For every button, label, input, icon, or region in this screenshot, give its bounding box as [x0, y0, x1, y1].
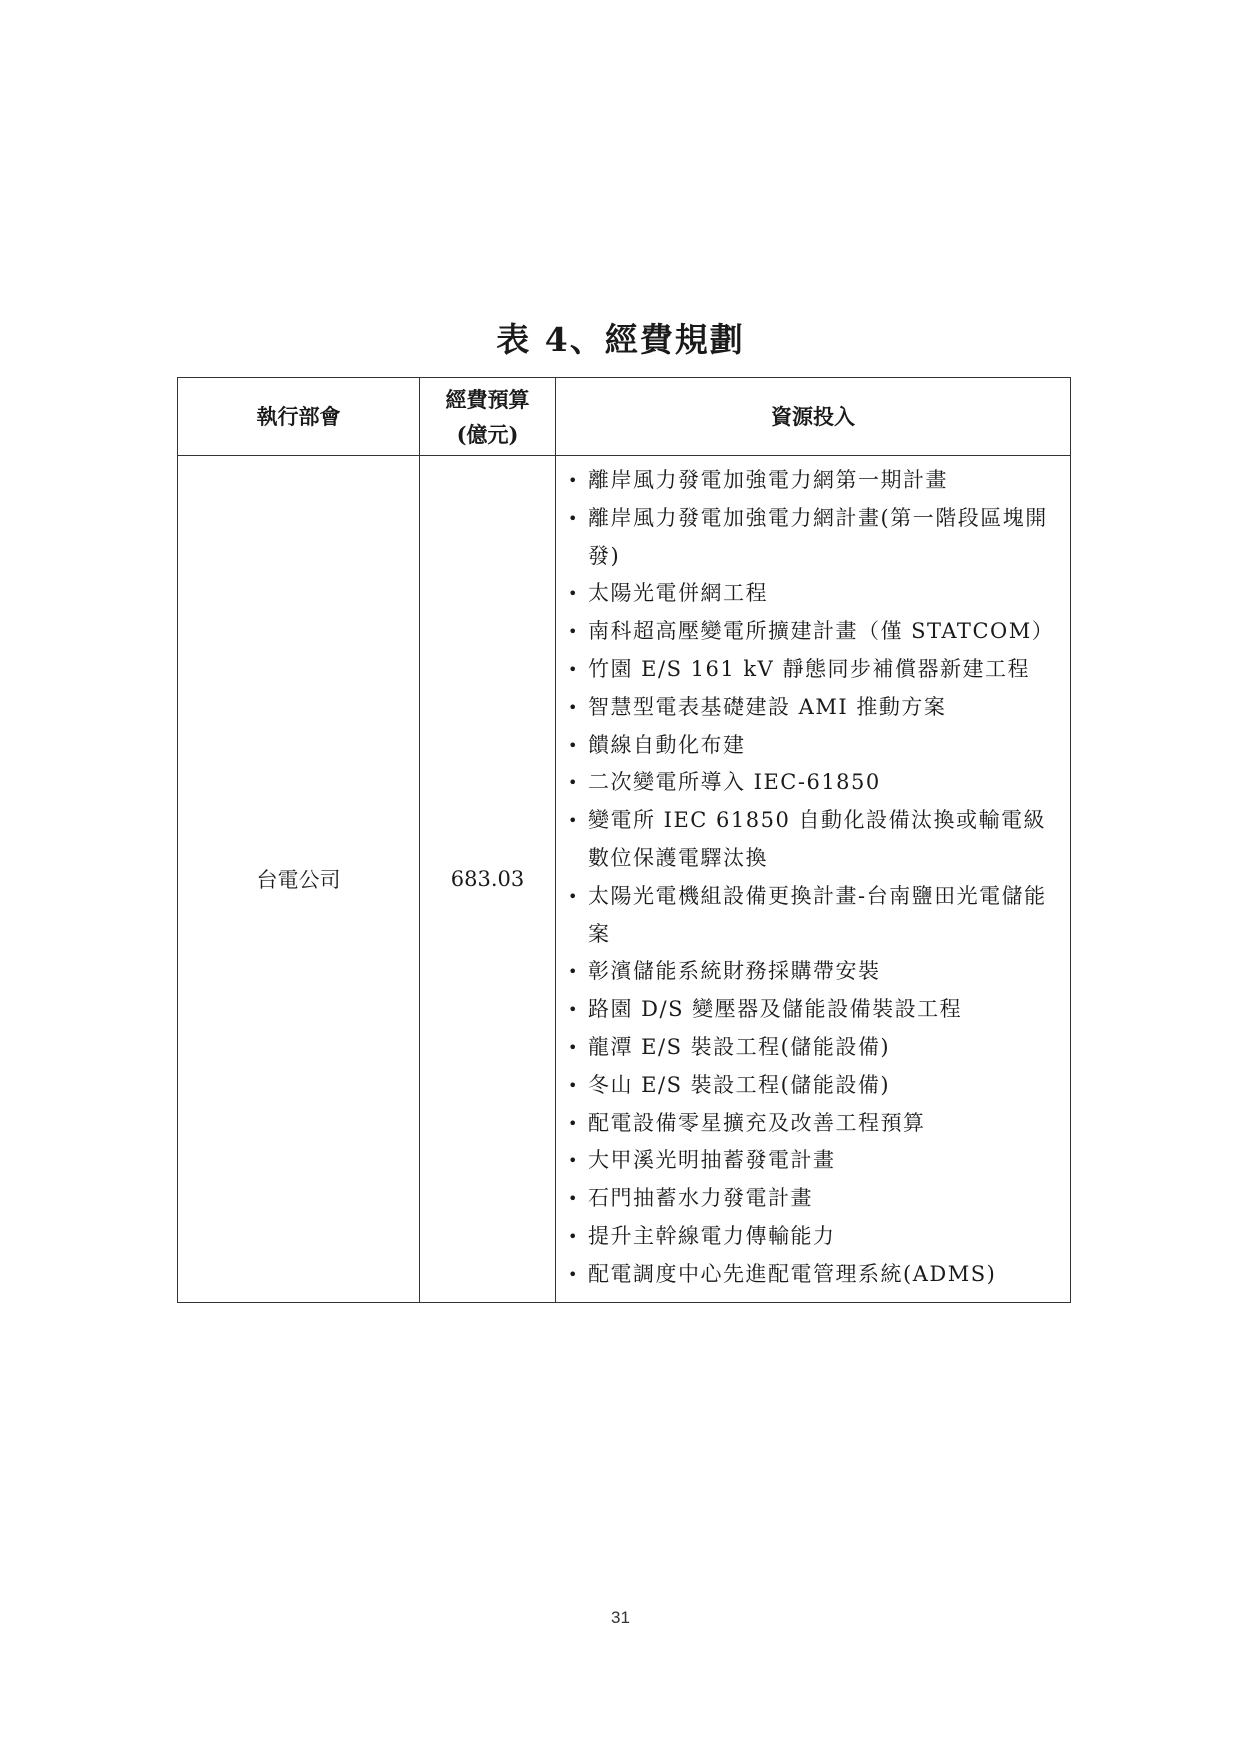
bullet-icon: • [568, 508, 579, 528]
bullet-icon: • [568, 1189, 579, 1209]
list-item-text: 南科超高壓變電所擴建計畫（僅 STATCOM） [588, 619, 1055, 644]
list-item-text: 竹園 E/S 161 kV 靜態同步補償器新建工程 [588, 656, 1030, 681]
list-item-text: 太陽光電機組設備更換計畫-台南鹽田光電儲能案 [588, 883, 1047, 946]
list-item-text: 配電調度中心先進配電管理系統(ADMS) [588, 1261, 997, 1286]
bullet-icon: • [568, 1037, 579, 1057]
list-item-text: 配電設備零星擴充及改善工程預算 [588, 1110, 926, 1135]
list-item-text: 大甲溪光明抽蓄發電計畫 [588, 1148, 836, 1173]
list-item [568, 1256, 1060, 1294]
list-item [568, 1105, 1060, 1143]
list-item [568, 1180, 1060, 1218]
list-item [568, 878, 1060, 954]
list-item [568, 651, 1060, 689]
bullet-icon: • [568, 1264, 579, 1284]
bullet-icon: • [568, 471, 579, 490]
list-item [568, 953, 1060, 991]
bullet-icon: • [568, 811, 579, 831]
list-item-text: 龍潭 E/S 裝設工程(儲能設備) [588, 1034, 891, 1059]
list-item-text: 離岸風力發電加強電力網第一期計畫 [588, 468, 948, 492]
list-item [568, 1142, 1060, 1180]
bullet-icon: • [568, 697, 579, 717]
table-row [178, 456, 1071, 1303]
header-budget-line2: (億元) [456, 421, 519, 447]
list-item [568, 991, 1060, 1029]
list-item [568, 500, 1060, 576]
list-item-text: 饋線自動化布建 [588, 732, 746, 757]
list-item-text: 二次變電所導入 IEC-61850 [588, 770, 881, 795]
list-item-text: 石門抽蓄水力發電計畫 [588, 1186, 813, 1211]
bullet-icon: • [568, 622, 579, 642]
cell-department: 台電公司 [178, 456, 420, 1303]
bullet-icon: • [568, 1075, 579, 1095]
cell-resources [556, 456, 1071, 1303]
table-header-row [178, 378, 1071, 456]
bullet-icon: • [568, 735, 579, 755]
bullet-icon: • [568, 886, 579, 906]
bullet-icon: • [568, 659, 579, 679]
list-item-text: 提升主幹線電力傳輸能力 [588, 1223, 836, 1248]
bullet-icon: • [568, 1151, 579, 1171]
list-item [568, 764, 1060, 802]
list-item-text: 離岸風力發電加強電力網計畫(第一階段區塊開發) [588, 505, 1048, 568]
bullet-icon: • [568, 773, 579, 793]
page-number: 31 [611, 1608, 630, 1627]
list-item [568, 689, 1060, 727]
page-title: 表 4、經費規劃 [496, 320, 745, 359]
list-item-text: 太陽光電併網工程 [588, 581, 768, 606]
bullet-icon: • [568, 962, 579, 982]
list-item [568, 1067, 1060, 1105]
cell-budget: 683.03 [420, 456, 556, 1303]
list-item-text: 變電所 IEC 61850 自動化設備汰換或輸電級數位保護電驛汰換 [588, 808, 1047, 870]
list-item [568, 613, 1060, 651]
list-item-text: 路園 D/S 變壓器及儲能設備裝設工程 [588, 997, 963, 1022]
list-item [568, 1218, 1060, 1256]
bullet-icon: • [568, 1000, 579, 1020]
resource-list [568, 462, 1060, 1294]
list-item-text: 智慧型電表基礎建設 AMI 推動方案 [588, 694, 947, 719]
list-item-text: 彰濱儲能系統財務採購帶安裝 [588, 959, 881, 984]
bullet-icon: • [568, 1113, 579, 1133]
list-item [568, 802, 1060, 878]
header-budget [420, 378, 556, 456]
list-item [568, 462, 1060, 500]
header-budget-line1: 經費預算 [445, 386, 530, 412]
list-item [568, 1029, 1060, 1067]
list-item-text: 冬山 E/S 裝設工程(儲能設備) [588, 1072, 891, 1097]
header-resources: 資源投入 [556, 378, 1071, 456]
bullet-icon: • [568, 1226, 579, 1246]
bullet-icon: • [568, 584, 579, 604]
header-department: 執行部會 [178, 378, 420, 456]
list-item [568, 727, 1060, 765]
budget-table [177, 377, 1071, 1303]
list-item [568, 575, 1060, 613]
